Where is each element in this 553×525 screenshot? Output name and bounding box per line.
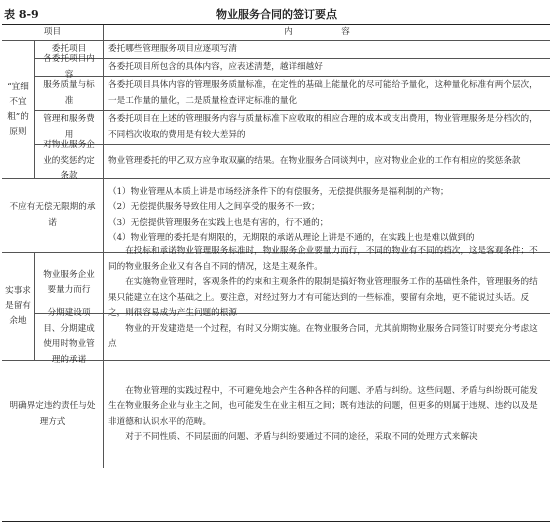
contract-points-table	[2, 24, 550, 522]
paragraph: 对于不同性质、不同层面的问题、矛盾与纠纷要通过不同的途径，采取不同的处理方式来解决	[125, 432, 478, 442]
group-label-detail-principle: “宜细不宜粗”的原则	[2, 41, 35, 179]
group-label-no-free-promise: 不应有无偿无限期的承诺	[2, 179, 104, 253]
group-label-breach-liability: 明确界定违约责任与处理方式	[2, 361, 104, 468]
header-item: 项目	[2, 25, 104, 41]
list-item: （4）物业管理的委托是有期限的，无期限的承诺从理论上讲是不通的，在实践上也是难以做到的	[108, 233, 475, 243]
list-item: （1）物业管理从本质上讲是市场经济条件下的有偿服务，无偿提供服务是福利制的产物；	[108, 186, 449, 197]
row-content	[104, 246, 550, 319]
row-item: 管理和服务费用	[35, 111, 104, 145]
table-title: 物业服务合同的签订要点	[216, 8, 337, 21]
row-item: 对物业服务企业的奖惩约定条款	[35, 145, 104, 179]
list-item: （2）无偿提供服务导致住用人之间享受的服务不一致；	[108, 202, 320, 212]
row-content: 各委托项目在上述的管理服务内容与质量标准下应收取的相应合理的成本或支出费用，物业管理服务是分档次的，不同档次收取的费用是有较大差异的	[104, 111, 550, 145]
row-content: 物业管理委托的甲乙双方应争取双赢的结果。在物业服务合同谈判中，应对物业企业的工作有相应的奖惩条款	[104, 145, 550, 179]
header-content-label: 内 容	[284, 26, 370, 37]
row-content: 各委托项目所包含的具体内容，应表述清楚，越详细越好	[104, 59, 550, 77]
row-item: 物业服务企业要量力而行	[35, 253, 104, 314]
row-content: 委托哪些管理服务项目应逐项写清	[104, 41, 550, 59]
paragraph: 物业的开发建造是一个过程，有时又分期实施。在物业服务合同，尤其前期物业服务合同签订时要充分考虑这点	[108, 323, 538, 349]
table-number: 表 8-9	[4, 8, 39, 21]
numbered-list	[108, 185, 546, 247]
row-content: 各委托项目具体内容的管理服务质量标准，在定性的基础上能量化的尽可能给予量化，这种量化标准有两个层次，一是工作量的量化，二是质量检查评定标准的量化	[104, 77, 550, 111]
paragraph: 在投标和承诺物业管理服务标准时，物业服务企业要量力而行，不同的物业有不同的档次，这是客观条件；不同的物业服务企业又有各自不同的情况，这是主观条件。	[108, 246, 538, 272]
row-item: 委托项目	[35, 41, 104, 59]
group-content	[104, 179, 550, 253]
header-content	[104, 25, 550, 41]
group-label-realistic: 实事求是留有余地	[2, 253, 35, 361]
table-caption	[0, 4, 553, 22]
row-item: 服务质量与标准	[35, 77, 104, 111]
row-content	[104, 314, 550, 361]
list-item: （3）无偿提供管理服务在实践上也是有害的，行不通的；	[108, 217, 329, 228]
paragraph: 在实施物业管理时，客观条件的约束和主观条件的限制是搞好物业管理服务工作的基础性条件，管理服务的结果只能建立在这个基础之上。要注意，对经过努力才有可能达到的一些标准，要留有余地，更不能说过头话。反之，则很容易成为产生问题的根源	[108, 277, 538, 319]
row-item: 分期建设项目、分期建成使用时物业管理的承诺	[35, 314, 104, 361]
group-content	[104, 361, 550, 468]
row-item: 各委托项目内容	[35, 59, 104, 77]
paragraph: 在物业管理的实践过程中，不可避免地会产生各种各样的问题、矛盾与纠纷。这些问题、矛盾与纠纷既可能发生在物业服务企业与业主之间，也可能发生在业主相互之间；既有违法的问题，但更多的则属于违规、违约以及是非道德和认识水平的范畴。	[108, 385, 538, 427]
